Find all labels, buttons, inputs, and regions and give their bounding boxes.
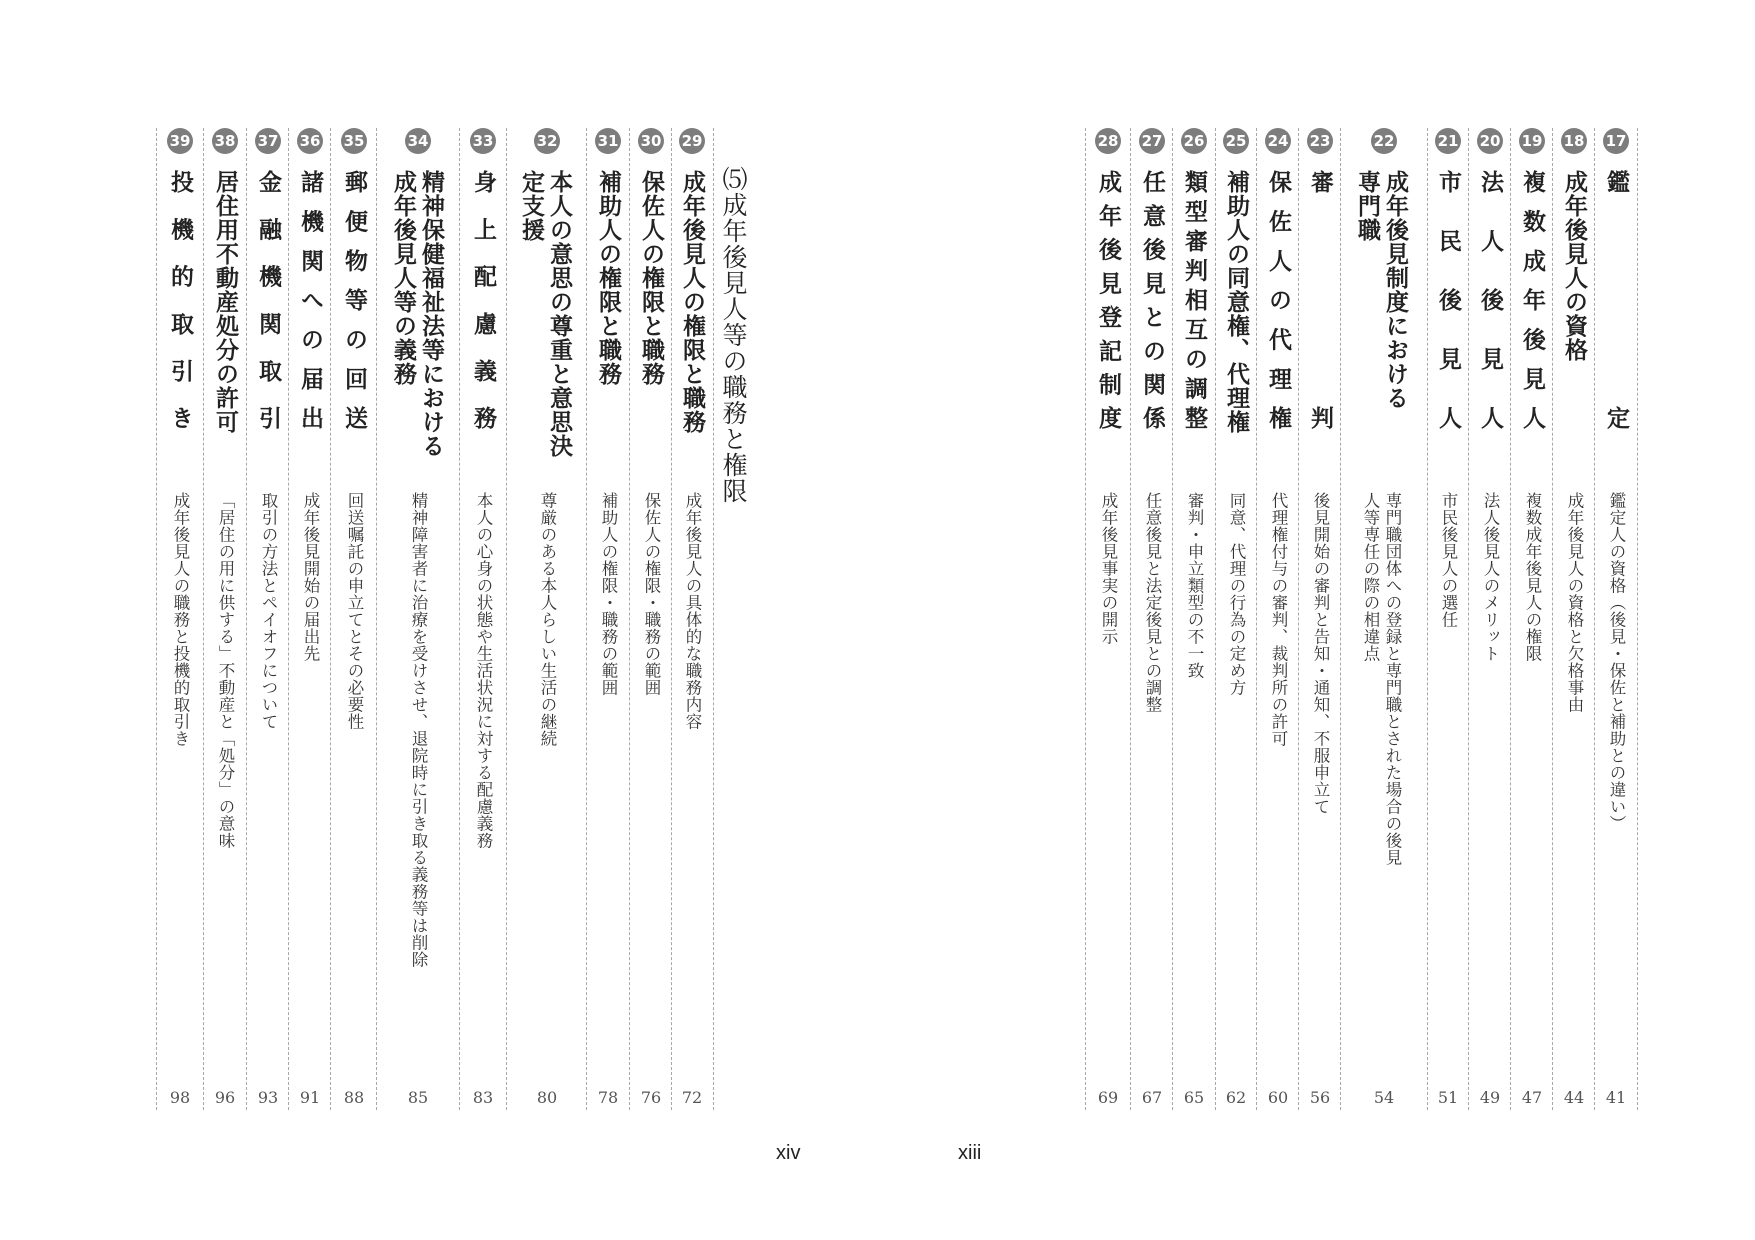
entry-number-badge: 32 xyxy=(534,128,560,154)
entry-number-badge: 38 xyxy=(212,128,238,154)
toc-entry[interactable] xyxy=(629,128,672,1110)
toc-entry[interactable] xyxy=(1552,128,1595,1110)
entry-page-number: 78 xyxy=(597,1088,619,1107)
entry-number-badge: 20 xyxy=(1477,128,1503,154)
entry-title: 法人後見人 xyxy=(1477,170,1503,430)
entry-number-badge: 31 xyxy=(595,128,621,154)
entry-title: 諸機関への届出 xyxy=(297,170,323,430)
entry-page-number: 60 xyxy=(1267,1088,1289,1107)
entry-number-badge: 36 xyxy=(297,128,323,154)
entry-title: 金融機関取引 xyxy=(255,170,281,430)
entry-description: 審判・申立類型の不一致 xyxy=(1185,492,1204,679)
toc-entry[interactable] xyxy=(156,128,204,1110)
toc-entry[interactable] xyxy=(203,128,247,1110)
entry-page-number: 51 xyxy=(1437,1088,1459,1107)
toc-entry[interactable] xyxy=(671,128,714,1110)
entry-page-number: 88 xyxy=(343,1088,365,1107)
entry-number-badge: 19 xyxy=(1519,128,1545,154)
toc-entry[interactable] xyxy=(376,128,460,1110)
toc-entry[interactable] xyxy=(330,128,377,1110)
entry-title: 任意後見との関係 xyxy=(1139,170,1165,430)
entry-page-number: 69 xyxy=(1097,1088,1119,1107)
entry-description: 鑑定人の資格（後見・保佐と補助との違い） xyxy=(1607,492,1626,832)
toc-entry[interactable] xyxy=(506,128,587,1110)
entry-number-badge: 33 xyxy=(470,128,496,154)
entry-number-badge: 28 xyxy=(1095,128,1121,154)
entry-number-badge: 22 xyxy=(1371,128,1397,154)
page-folio: xiv xyxy=(776,1142,801,1164)
entry-number-badge: 29 xyxy=(679,128,705,154)
entry-description: 成年後見人の具体的な職務内容 xyxy=(683,492,702,730)
left-page xyxy=(0,0,801,1240)
entry-title: 保佐人の代理権 xyxy=(1265,170,1291,430)
entry-number-badge: 30 xyxy=(638,128,664,154)
entry-page-number: 76 xyxy=(640,1088,662,1107)
entry-page-number: 67 xyxy=(1141,1088,1163,1107)
entry-number-badge: 21 xyxy=(1435,128,1461,154)
entry-description: 尊厳のある本人らしい生活の継続 xyxy=(538,492,557,747)
entry-description: 回送嘱託の申立てとその必要性 xyxy=(345,492,364,730)
entry-number-badge: 34 xyxy=(405,128,431,154)
entry-description: 代理権付与の審判、裁判所の許可 xyxy=(1269,492,1288,747)
entry-page-number: 56 xyxy=(1309,1088,1331,1107)
entry-description: 成年後見事実の開示 xyxy=(1099,492,1118,645)
entry-description: 成年後見人の職務と投機的取引き xyxy=(171,492,190,747)
toc-entry[interactable] xyxy=(288,128,331,1110)
entry-number-badge: 18 xyxy=(1561,128,1587,154)
entry-title: 成年後見制度における専門職 xyxy=(1354,170,1408,410)
entry-description: 取引の方法とペイオフについて xyxy=(259,492,278,730)
entry-page-number: 41 xyxy=(1605,1088,1627,1107)
toc-entry[interactable] xyxy=(1510,128,1553,1110)
entry-page-number: 65 xyxy=(1183,1088,1205,1107)
entry-number-badge: 39 xyxy=(167,128,193,154)
entry-description: 市民後見人の選任 xyxy=(1439,492,1458,628)
entry-title: 審判 xyxy=(1307,170,1333,430)
entry-title: 精神保健福祉法等における成年後見人等の義務 xyxy=(390,170,444,458)
entry-title: 補助人の権限と職務 xyxy=(595,170,621,386)
entry-description: 複数成年後見人の権限 xyxy=(1523,492,1542,662)
entry-description: 成年後見開始の届出先 xyxy=(301,492,320,662)
entry-page-number: 54 xyxy=(1373,1088,1395,1107)
entry-page-number: 62 xyxy=(1225,1088,1247,1107)
entry-number-badge: 37 xyxy=(255,128,281,154)
entry-description: 同意、代理の行為の定め方 xyxy=(1227,492,1246,696)
entry-page-number: 49 xyxy=(1479,1088,1501,1107)
toc-entry[interactable] xyxy=(459,128,507,1110)
entry-page-number: 96 xyxy=(214,1088,236,1107)
entry-description: 任意後見と法定後見との調整 xyxy=(1143,492,1162,713)
entry-number-badge: 24 xyxy=(1265,128,1291,154)
entry-number-badge: 25 xyxy=(1223,128,1249,154)
toc-entry[interactable] xyxy=(246,128,289,1110)
toc-entry[interactable] xyxy=(1298,128,1341,1110)
entry-page-number: 47 xyxy=(1521,1088,1543,1107)
entry-description: 精神障害者に治療を受けさせ、退院時に引き取る義務等は削除 xyxy=(409,492,428,968)
entry-page-number: 80 xyxy=(536,1088,558,1107)
entry-title: 市民後見人 xyxy=(1435,170,1461,430)
entry-description: 「居住の用に供する」不動産と「処分」の意味 xyxy=(216,492,235,849)
entry-title: 補助人の同意権、代理権 xyxy=(1223,170,1249,434)
toc-entry[interactable] xyxy=(1594,128,1638,1110)
entry-page-number: 44 xyxy=(1563,1088,1585,1107)
entry-page-number: 83 xyxy=(472,1088,494,1107)
entry-page-number: 93 xyxy=(257,1088,279,1107)
entry-title: 成年後見人の権限と職務 xyxy=(679,170,705,434)
entry-number-badge: 17 xyxy=(1603,128,1629,154)
entry-title: 投機的取引き xyxy=(167,170,193,430)
toc-entry[interactable] xyxy=(1427,128,1469,1110)
toc-entry[interactable] xyxy=(1468,128,1511,1110)
toc-entry[interactable] xyxy=(1340,128,1428,1110)
entry-page-number: 85 xyxy=(407,1088,429,1107)
entry-description: 本人の心身の状態や生活状況に対する配慮義務 xyxy=(474,492,493,849)
right-page xyxy=(870,0,1755,1240)
entry-description: 後見開始の審判と告知・通知、不服申立て xyxy=(1311,492,1330,815)
entry-page-number: 98 xyxy=(169,1088,191,1107)
entry-number-badge: 35 xyxy=(341,128,367,154)
entry-title: 居住用不動産処分の許可 xyxy=(212,170,238,434)
entry-title: 本人の意思の尊重と意思決定支援 xyxy=(518,170,572,458)
entry-title: 郵便物等の回送 xyxy=(341,170,367,430)
entry-title: 保佐人の権限と職務 xyxy=(638,170,664,386)
toc-entry[interactable] xyxy=(586,128,630,1110)
entry-title: 鑑定 xyxy=(1603,170,1629,430)
entry-title: 身上配慮義務 xyxy=(470,170,496,430)
entry-number-badge: 27 xyxy=(1139,128,1165,154)
entry-description: 保佐人の権限・職務の範囲 xyxy=(642,492,661,696)
toc-entry[interactable] xyxy=(1215,128,1257,1110)
page-folio: xiii xyxy=(958,1142,982,1164)
section-heading: ⑸成年後見人等の職務と権限 xyxy=(719,166,748,504)
entry-description: 法人後見人のメリット xyxy=(1481,492,1500,662)
toc-entry[interactable] xyxy=(1130,128,1173,1110)
entry-number-badge: 26 xyxy=(1181,128,1207,154)
toc-entry[interactable] xyxy=(1256,128,1299,1110)
entry-description: 補助人の権限・職務の範囲 xyxy=(599,492,618,696)
entry-page-number: 72 xyxy=(681,1088,703,1107)
toc-entry[interactable] xyxy=(1085,128,1131,1110)
entry-page-number: 91 xyxy=(299,1088,321,1107)
entry-description: 成年後見人の資格と欠格事由 xyxy=(1565,492,1584,713)
toc-entry[interactable] xyxy=(1172,128,1216,1110)
entry-number-badge: 23 xyxy=(1307,128,1333,154)
entry-title: 成年後見人の資格 xyxy=(1561,170,1587,362)
entry-title: 類型審判相互の調整 xyxy=(1181,170,1207,430)
entry-title: 複数成年後見人 xyxy=(1519,170,1545,430)
entry-title: 成年後見登記制度 xyxy=(1095,170,1121,430)
entry-description: 専門職団体への登録と専門職とされた場合の後見人等専任の際の相違点 xyxy=(1361,492,1402,866)
